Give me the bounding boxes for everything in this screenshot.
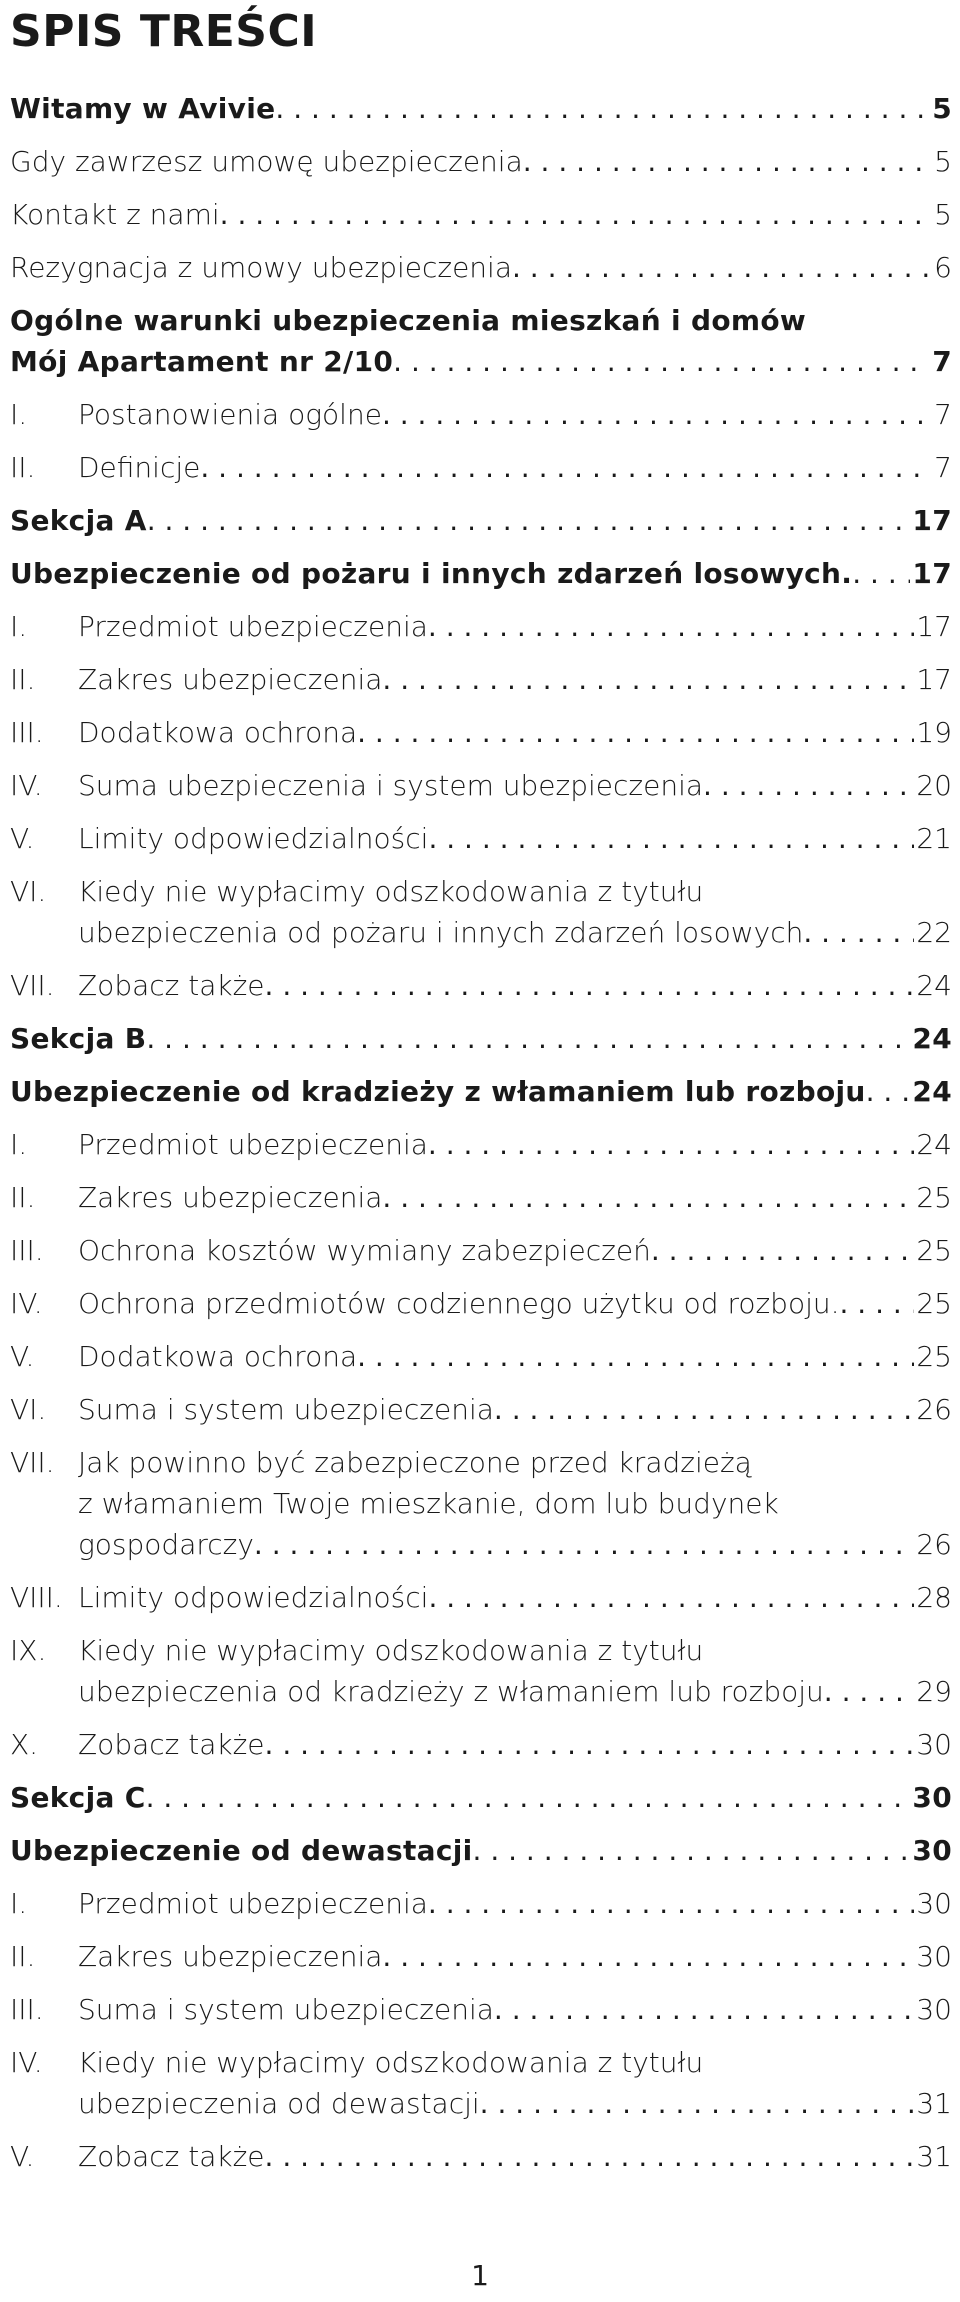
dot-leader — [146, 1018, 910, 1059]
toc-entry-title-line: Zobacz także — [78, 1728, 265, 1761]
toc-entry-title-line: Ubezpieczenie od kradzieży z włamaniem lub rozboju — [10, 1075, 866, 1108]
toc-entry[interactable] — [10, 1018, 952, 1059]
toc-entry-page: 26 — [916, 1393, 952, 1426]
toc-entry-leader-line — [78, 765, 952, 806]
toc-entry-page: 29 — [916, 1675, 952, 1708]
dot-leader — [494, 1989, 914, 2030]
toc-entry-page: 20 — [916, 769, 952, 802]
toc-entry-leader-line — [78, 2083, 952, 2124]
toc-entry[interactable] — [10, 965, 952, 1006]
toc-entry-title-line: Zobacz także — [78, 2140, 265, 2173]
dot-leader — [703, 765, 914, 806]
toc-entry-leader-line — [78, 1389, 952, 1430]
toc-entry-page: 19 — [916, 716, 952, 749]
toc-entry-page: 24 — [916, 1128, 952, 1161]
toc-entry-body — [78, 818, 952, 859]
toc-entry-number: II. — [10, 1181, 36, 1214]
toc-entry-title-line: Sekcja A — [10, 504, 147, 537]
toc-entry-page: 7 — [934, 451, 952, 484]
toc-entry-number: II. — [10, 1940, 36, 1973]
toc-entry-title-line: Ochrona przedmiotów codziennego użytku od rozboju. — [78, 1287, 840, 1320]
toc-entry-title-line: ubezpieczenia od dewastacji — [78, 2087, 480, 2120]
toc-entry-page: 22 — [916, 916, 952, 949]
toc-entry-title-line: Przedmiot ubezpieczenia — [78, 1128, 428, 1161]
toc-entry-title-line: Kontakt z nami — [10, 198, 220, 231]
toc-entry-leader-line — [78, 1230, 952, 1271]
dot-leader — [494, 1389, 914, 1430]
toc-entry-title-line: Zobacz także — [78, 969, 265, 1002]
dot-leader — [428, 1883, 914, 1924]
toc-entry-title-line: Definicje — [78, 451, 201, 484]
toc-entry-title-line: Suma i system ubezpieczenia — [78, 1993, 494, 2026]
toc-entry-leader-line — [10, 1018, 952, 1059]
toc-entry-leader-line — [78, 1336, 952, 1377]
toc-entry-body — [78, 394, 952, 435]
toc-entry-title-line: Sekcja C — [10, 1781, 146, 1814]
toc-entry[interactable] — [10, 1777, 952, 1818]
dot-leader — [480, 2083, 915, 2124]
toc-entry[interactable] — [10, 765, 952, 806]
toc-entry-body — [78, 1177, 952, 1218]
toc-entry-body — [10, 1071, 952, 1112]
dot-leader — [473, 1830, 911, 1871]
toc-entry-leader-line — [78, 912, 952, 953]
toc-entry-page: 5 — [934, 198, 952, 231]
toc-entry-title-line: Kiedy nie wypłacimy odszkodowania z tytułu — [78, 2046, 704, 2079]
dot-leader — [382, 659, 914, 700]
toc-entry[interactable] — [10, 1071, 952, 1112]
toc-entry[interactable] — [10, 1389, 952, 1430]
toc-entry-title-line: Dodatkowa ochrona — [78, 716, 358, 749]
toc-entry-number: I. — [10, 1128, 28, 1161]
toc-entry-page: 17 — [916, 663, 952, 696]
toc-entry-leader-line — [78, 712, 952, 753]
toc-entry-number: VI. — [10, 1393, 47, 1426]
toc-entry-number: I. — [10, 1887, 28, 1920]
dot-leader — [265, 2136, 915, 2177]
toc-entry[interactable] — [10, 1283, 952, 1324]
toc-entry-page: 26 — [916, 1528, 952, 1561]
toc-entry-leader-line — [10, 194, 952, 235]
toc-entry-leader-line — [78, 394, 952, 435]
toc-entry-body — [10, 1777, 952, 1818]
dot-leader — [512, 247, 932, 288]
toc-entry-page: 7 — [932, 345, 952, 378]
toc-entry[interactable] — [10, 2136, 952, 2177]
toc-entry-leader-line — [78, 965, 952, 1006]
toc-entry-body — [78, 712, 952, 753]
toc-entry-leader-line — [10, 1830, 952, 1871]
toc-entry-leader-line — [78, 1883, 952, 1924]
toc-entry-page: 25 — [916, 1234, 952, 1267]
toc-entry-title-line: Gdy zawrzesz umowę ubezpieczenia — [10, 145, 523, 178]
toc-entry-number: VII. — [10, 969, 55, 1002]
toc-entry[interactable] — [10, 1442, 952, 1565]
table-of-contents — [10, 88, 952, 2189]
toc-entry-body — [78, 1124, 952, 1165]
toc-entry-title-line: Ubezpieczenie od dewastacji — [10, 1834, 473, 1867]
toc-entry-page: 5 — [934, 145, 952, 178]
toc-entry[interactable] — [10, 553, 952, 594]
dot-leader — [265, 965, 915, 1006]
page-title: SPIS TREŚCI — [10, 6, 318, 57]
toc-entry[interactable] — [10, 871, 952, 953]
toc-entry-number: III. — [10, 716, 44, 749]
toc-entry-leader-line — [78, 1177, 952, 1218]
toc-entry-page: 17 — [916, 610, 952, 643]
toc-entry[interactable] — [10, 1124, 952, 1165]
toc-entry[interactable] — [10, 2042, 952, 2124]
toc-entry-page: 31 — [916, 2087, 952, 2120]
toc-entry[interactable] — [10, 712, 952, 753]
toc-entry-number: III. — [10, 1993, 44, 2026]
toc-entry-title-line: Kiedy nie wypłacimy odszkodowania z tytułu — [78, 875, 704, 908]
toc-entry-page: 17 — [912, 557, 952, 590]
dot-leader — [393, 341, 930, 382]
toc-entry-title-line: Limity odpowiedzialności — [78, 822, 429, 855]
toc-entry-title-line: Zakres ubezpieczenia — [78, 663, 383, 696]
toc-entry-leader-line — [10, 247, 952, 288]
toc-entry-title-line: gospodarczy — [78, 1528, 254, 1561]
toc-entry-body — [78, 965, 952, 1006]
toc-entry-number: II. — [10, 663, 36, 696]
toc-entry-number: IV. — [10, 769, 43, 802]
toc-entry-title-line: Zakres ubezpieczenia — [78, 1181, 383, 1214]
dot-leader — [265, 1724, 915, 1765]
toc-entry-page: 21 — [916, 822, 952, 855]
toc-entry-page: 17 — [912, 504, 952, 537]
toc-entry-page: 6 — [934, 251, 952, 284]
dot-leader — [147, 500, 911, 541]
toc-entry-leader-line — [78, 1283, 952, 1324]
toc-entry-leader-line — [10, 553, 952, 594]
toc-entry-body — [78, 606, 952, 647]
toc-entry-body — [10, 194, 952, 235]
toc-entry[interactable] — [10, 500, 952, 541]
toc-entry-number: V. — [10, 2140, 35, 2173]
toc-entry-title-line: Suma i system ubezpieczenia — [78, 1393, 494, 1426]
toc-entry-title-line: Kiedy nie wypłacimy odszkodowania z tytułu — [78, 1634, 704, 1667]
toc-entry[interactable] — [10, 1936, 952, 1977]
dot-leader — [357, 1336, 914, 1377]
toc-entry-leader-line — [78, 659, 952, 700]
toc-entry-title-line: z włamaniem Twoje mieszkanie, dom lub budynek — [78, 1487, 779, 1520]
dot-leader — [382, 394, 932, 435]
toc-entry-number: X. — [10, 1728, 39, 1761]
toc-entry-title-line: Rezygnacja z umowy ubezpieczenia — [10, 251, 512, 284]
dot-leader — [840, 1283, 915, 1324]
toc-entry[interactable] — [10, 1336, 952, 1377]
toc-entry-number: I. — [10, 398, 28, 431]
toc-entry-number: II. — [10, 451, 36, 484]
toc-entry[interactable] — [10, 247, 952, 288]
toc-entry[interactable] — [10, 659, 952, 700]
toc-entry[interactable] — [10, 141, 952, 182]
dot-leader — [428, 1577, 914, 1618]
toc-entry-title-line: Jak powinno być zabezpieczone przed kradzieżą — [78, 1446, 752, 1479]
dot-leader — [803, 912, 914, 953]
toc-entry-leader-line — [78, 1724, 952, 1765]
toc-entry-page: 31 — [916, 2140, 952, 2173]
toc-entry[interactable] — [10, 1724, 952, 1765]
toc-entry-leader-line — [78, 447, 952, 488]
dot-leader — [382, 1936, 914, 1977]
toc-entry-leader-line — [78, 1124, 952, 1165]
toc-entry-page: 28 — [916, 1581, 952, 1614]
toc-entry-body — [10, 88, 952, 129]
toc-entry-leader-line — [78, 1671, 952, 1712]
toc-entry-body — [78, 1989, 952, 2030]
toc-entry[interactable] — [10, 394, 952, 435]
toc-entry-body — [78, 1230, 952, 1271]
toc-entry-number: VIII. — [10, 1581, 63, 1614]
toc-entry[interactable] — [10, 88, 952, 129]
toc-entry[interactable] — [10, 1230, 952, 1271]
toc-entry-title-line: Postanowienia ogólne — [78, 398, 382, 431]
page-number: 1 — [471, 2259, 489, 2292]
toc-entry[interactable] — [10, 1883, 952, 1924]
dot-leader — [428, 818, 914, 859]
toc-entry-leader-line — [10, 88, 952, 129]
toc-entry-title-line: Mój Apartament nr 2/10 — [10, 345, 394, 378]
toc-entry-body — [78, 659, 952, 700]
toc-entry-body — [10, 141, 952, 182]
toc-entry-body — [78, 1936, 952, 1977]
toc-entry-number: V. — [10, 822, 35, 855]
dot-leader — [866, 1071, 911, 1112]
toc-entry[interactable] — [10, 1830, 952, 1871]
toc-entry-page: 30 — [912, 1834, 952, 1867]
toc-entry-leader-line — [78, 818, 952, 859]
toc-entry-title-line: Przedmiot ubezpieczenia — [78, 610, 428, 643]
toc-entry-title-line: Ogólne warunki ubezpieczenia mieszkań i domów — [10, 304, 807, 337]
toc-entry-leader-line — [78, 1577, 952, 1618]
toc-entry[interactable] — [10, 194, 952, 235]
toc-entry-body — [78, 447, 952, 488]
toc-entry-body — [78, 871, 952, 953]
toc-entry-page: 30 — [916, 1993, 952, 2026]
toc-entry-title-line: Sekcja B — [10, 1022, 147, 1055]
toc-entry[interactable] — [10, 818, 952, 859]
dot-leader — [852, 553, 910, 594]
toc-entry-leader-line — [10, 141, 952, 182]
toc-entry[interactable] — [10, 447, 952, 488]
toc-entry-number: I. — [10, 610, 28, 643]
toc-entry-body — [78, 1724, 952, 1765]
toc-entry[interactable] — [10, 1989, 952, 2030]
toc-entry-leader-line — [10, 341, 952, 382]
toc-entry[interactable] — [10, 1177, 952, 1218]
toc-entry-leader-line — [10, 500, 952, 541]
toc-entry-body — [78, 1442, 952, 1565]
toc-entry-page: 24 — [912, 1075, 952, 1108]
toc-entry-page: 25 — [916, 1287, 952, 1320]
toc-entry-leader-line — [10, 1777, 952, 1818]
toc-entry-leader-line — [78, 1936, 952, 1977]
toc-entry-title-line: Suma ubezpieczenia i system ubezpieczenia — [78, 769, 704, 802]
dot-leader — [146, 1777, 911, 1818]
toc-entry-title-line: Dodatkowa ochrona — [78, 1340, 358, 1373]
toc-entry-title-line: Ochrona kosztów wymiany zabezpieczeń — [78, 1234, 651, 1267]
toc-entry-title-line: Zakres ubezpieczenia — [78, 1940, 383, 1973]
toc-entry-body — [78, 1883, 952, 1924]
toc-entry-page: 7 — [934, 398, 952, 431]
toc-entry-body — [78, 1336, 952, 1377]
toc-entry-body — [78, 2136, 952, 2177]
toc-entry-number: III. — [10, 1234, 44, 1267]
toc-entry-number: VI. — [10, 875, 47, 908]
toc-entry-body — [10, 1830, 952, 1871]
toc-entry-page: 24 — [912, 1022, 952, 1055]
dot-leader — [254, 1524, 914, 1565]
toc-entry[interactable] — [10, 606, 952, 647]
toc-entry-body — [10, 1018, 952, 1059]
toc-entry-page: 25 — [916, 1181, 952, 1214]
dot-leader — [382, 1177, 914, 1218]
toc-entry-body — [78, 2042, 952, 2124]
toc-entry-number: IV. — [10, 2046, 43, 2079]
toc-entry-title-line: Limity odpowiedzialności — [78, 1581, 429, 1614]
toc-entry-number: V. — [10, 1340, 35, 1373]
toc-entry-page: 5 — [932, 92, 952, 125]
toc-entry-page: 24 — [916, 969, 952, 1002]
toc-entry-body — [10, 500, 952, 541]
dot-leader — [651, 1230, 915, 1271]
dot-leader — [428, 1124, 914, 1165]
toc-entry-title-line: ubezpieczenia od pożaru i innych zdarzeń losowych — [78, 916, 804, 949]
toc-entry-leader-line — [78, 1989, 952, 2030]
dot-leader — [357, 712, 914, 753]
dot-leader — [428, 606, 914, 647]
toc-entry[interactable] — [10, 1630, 952, 1712]
dot-leader — [275, 88, 930, 129]
toc-entry-title-line: Przedmiot ubezpieczenia — [78, 1887, 428, 1920]
toc-entry-number: VII. — [10, 1446, 55, 1479]
toc-entry[interactable] — [10, 1577, 952, 1618]
toc-entry-body — [10, 553, 952, 594]
toc-entry-body — [78, 765, 952, 806]
toc-entry-body — [78, 1577, 952, 1618]
toc-entry-number: IV. — [10, 1287, 43, 1320]
toc-entry-page: 30 — [916, 1887, 952, 1920]
dot-leader — [824, 1671, 915, 1712]
toc-entry-leader-line — [78, 2136, 952, 2177]
dot-leader — [220, 194, 933, 235]
toc-entry-body — [78, 1630, 952, 1712]
toc-entry-page: 25 — [916, 1340, 952, 1373]
dot-leader — [523, 141, 932, 182]
toc-entry-body — [78, 1389, 952, 1430]
toc-entry-title-line: Ubezpieczenie od pożaru i innych zdarzeń losowych. — [10, 557, 853, 590]
toc-entry-leader-line — [78, 606, 952, 647]
toc-entry-title-line: Witamy w Avivie — [10, 92, 276, 125]
toc-entry[interactable] — [10, 300, 952, 382]
toc-entry-title-line: ubezpieczenia od kradzieży z włamaniem lub rozboju — [78, 1675, 824, 1708]
toc-entry-page: 30 — [912, 1781, 952, 1814]
toc-entry-leader-line — [78, 1524, 952, 1565]
toc-entry-body — [78, 1283, 952, 1324]
toc-entry-page: 30 — [916, 1940, 952, 1973]
toc-entry-page: 30 — [916, 1728, 952, 1761]
toc-entry-body — [10, 300, 952, 382]
toc-entry-number: IX. — [10, 1634, 47, 1667]
toc-entry-body — [10, 247, 952, 288]
toc-entry-leader-line — [10, 1071, 952, 1112]
dot-leader — [200, 447, 932, 488]
